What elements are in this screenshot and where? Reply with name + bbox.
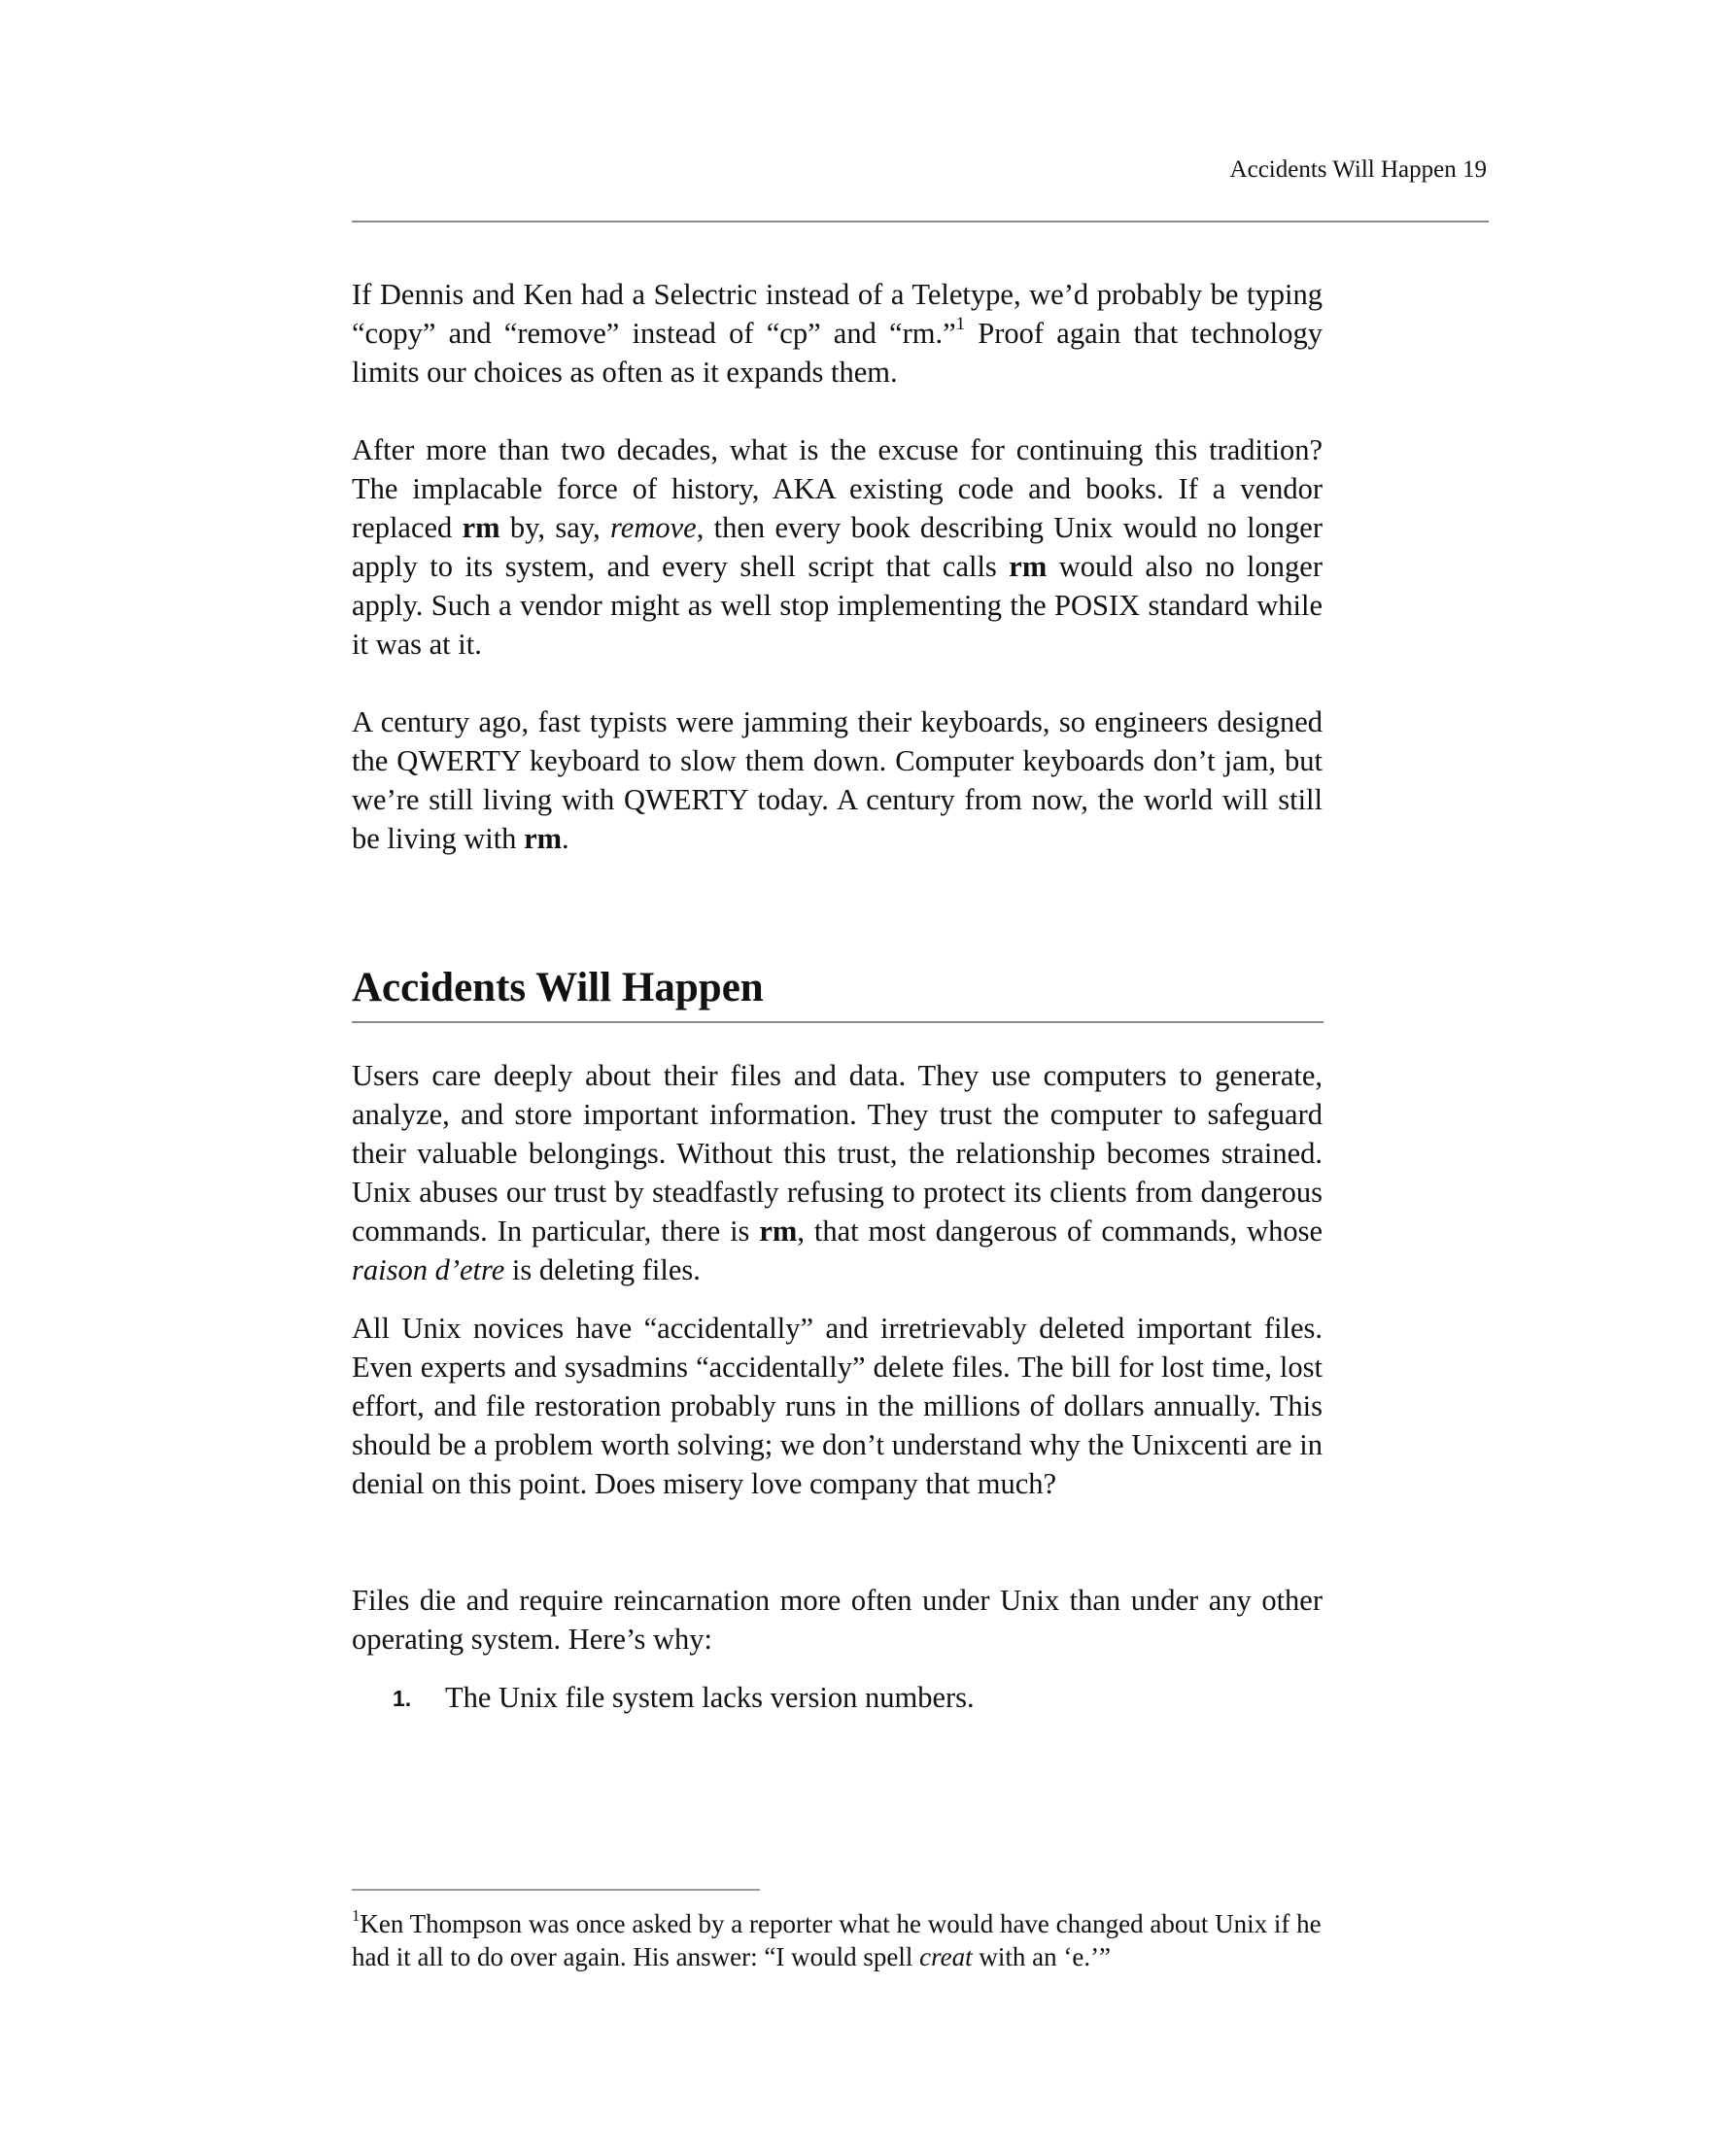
list-item-number: 1. [393, 1686, 412, 1711]
text-run: After more than two decades, what is the excuse for continuing this tradition? The implacable force of history, AKA existing code and books. If a vendor replaced [352, 433, 1323, 544]
text-run: would also no longer apply. Such a vendor might as well stop implementing the POSIX standard while it was at it. [352, 550, 1323, 661]
italic-term: raison d’etre [352, 1253, 505, 1286]
text-run: is deleting files. [504, 1253, 701, 1286]
text-run: A century ago, fast typists were jamming their keyboards, so engineers designed the QWERTY keyboard to slow them down. Computer keyboards don’t jam, but we’re still living with QWERTY today. A century from now, the world will still be living with [352, 705, 1323, 855]
footnote-divider [352, 1889, 760, 1891]
text-run: If Dennis and Ken had a Selectric instead of a Teletype, we’d probably be typing “copy” and “remove” instead of “cp” and “rm.” [352, 278, 1323, 350]
footnote-text [352, 1909, 1322, 1971]
footnote [352, 1907, 1333, 1973]
running-title: Accidents Will Happen [1229, 156, 1457, 183]
text-run: Ken Thompson was once asked by a reporter what he would have changed about Unix if he had it all to do over again. His answer: “I would spell [352, 1909, 1322, 1971]
text-run: , then every book describing Unix would no longer apply to its system, and every shell script that calls [352, 511, 1323, 583]
page-number: 19 [1462, 156, 1487, 183]
text-run: , that most dangerous of commands, whose [797, 1215, 1323, 1248]
section-heading-divider [352, 1021, 1324, 1023]
paragraph [352, 275, 1323, 392]
text-run: Proof again that technology limits our choices as often as it expands them. [352, 317, 1323, 389]
running-header [1230, 155, 1487, 185]
paragraph [352, 1056, 1323, 1289]
footnote-reference[interactable]: 1 [955, 314, 966, 335]
header-divider [352, 221, 1489, 222]
text-run: Files die and require reincarnation more often under Unix than under any other operating system. Here’s why: [352, 1584, 1323, 1656]
footnote-marker: 1 [352, 1905, 361, 1925]
section-heading: Accidents Will Happen [352, 965, 764, 1010]
text-run: Users care deeply about their files and data. They use computers to generate, analyze, and store important information. They trust the computer to safeguard their valuable belongings. Without this trust, the relationship becomes strained. Unix abuses our trust by steadfastly refusing to protect its clients from dangerous commands. In particular, there is [352, 1059, 1323, 1248]
text-run: . [562, 822, 569, 855]
italic-term: creat [919, 1942, 973, 1971]
paragraph [352, 702, 1323, 858]
bold-term: rm [524, 822, 563, 855]
list-item [352, 1678, 1323, 1719]
paragraph [352, 1581, 1323, 1659]
text-run: All Unix novices have “accidentally” and irretrievably deleted important files. Even experts and sysadmins “accidentally” delete files. The bill for lost time, lost effort, and file restoration probably runs in the millions of dollars annually. This should be a problem worth solving; we don’t understand why the Unixcenti are in denial on this point. Does misery love company that much? [352, 1312, 1323, 1500]
italic-term: remove [610, 511, 697, 544]
paragraph [352, 430, 1323, 664]
text-run: with an ‘e.’” [972, 1942, 1112, 1971]
list-item-text: The Unix file system lacks version numbers. [445, 1681, 975, 1714]
bold-term: rm [759, 1215, 798, 1248]
bold-term: rm [1009, 550, 1048, 583]
bold-term: rm [462, 511, 500, 544]
numbered-list [352, 1678, 1323, 1719]
text-run: by, say, [499, 511, 611, 544]
paragraph [352, 1309, 1323, 1503]
